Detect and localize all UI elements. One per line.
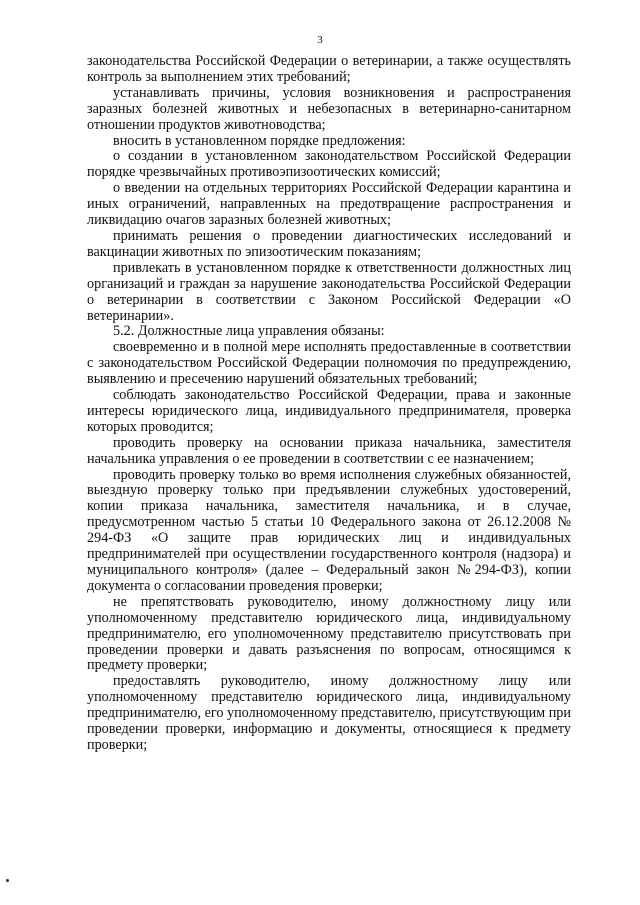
paragraph: о введении на отдельных территориях Российской Федерации карантина и иных ограничений, направленных на предотвращение распространения и ликвидацию очагов заразных болезней животных; xyxy=(87,180,571,229)
paragraph: вносить в установленном порядке предложения: xyxy=(113,132,406,149)
paragraph: принимать решения о проведении диагностических исследований и вакцинации животных по эпизоотическим показаниям; xyxy=(87,227,571,260)
document-body xyxy=(87,54,571,754)
paragraph: проводить проверку на основании приказа начальника, заместителя начальника управления о ее проведении в соответствии с ее назначением; xyxy=(87,434,571,467)
paragraph: соблюдать законодательство Российской Федерации, права и законные интересы юридического лица, индивидуального предпринимателя, проверка которых проводится; xyxy=(87,387,571,435)
paragraph: о создании в установленном законодательством Российской Федерации порядке чрезвычайных противоэпизоотических комиссий; xyxy=(87,148,571,181)
paragraph: предоставлять руководителю, иному должностному лицу или уполномоченному представителю юридического лица, индивидуальному предпринимателю, его уполномоченному представителю, присутствующим при проведении проверки, информацию и документы, относящиеся к предмету проверки; xyxy=(87,673,571,753)
paragraph: устанавливать причины, условия возникновения и распространения заразных болезней животных и небезопасных в ветеринарно-санитарном отношении продуктов животноводства; xyxy=(87,84,571,133)
paragraph: не препятствовать руководителю, иному должностному лицу или уполномоченному представителю юридического лица, индивидуальному предпринимателю, его уполномоченному представителю присутствовать при проведении проверки и давать разъяснения по вопросам, относящимся к предмету проверки; xyxy=(87,593,571,674)
page-number: 3 xyxy=(317,34,323,46)
paragraph: привлекать в установленном порядке к ответственности должностных лиц организаций и граждан за нарушение законодательства Российской Федерации о ветеринарии в соответствии с Законом Российской Федерации «О ветеринарии». xyxy=(87,259,571,324)
paragraph: законодательства Российской Федерации о ветеринарии, а также осуществлять контроль за выполнением этих требований; xyxy=(87,53,571,85)
scan-artifact-dot xyxy=(6,879,9,882)
section-heading: 5.2. Должностные лица управления обязаны: xyxy=(113,323,385,340)
paragraph: своевременно и в полной мере исполнять предоставленные в соответствии с законодательством Российской Федерации полномочия по предупреждению, выявлению и пресечению нарушений обязательных требований; xyxy=(87,339,571,388)
paragraph: проводить проверку только во время исполнения служебных обязанностей, выездную проверку только при предъявлении служебных удостоверений, копии приказа начальника, заместителя начальника, и в случае, предусмотренном частью 5 статьи 10 Федерального закона от 26.12.2008 № 294-ФЗ «О защите прав юридических лиц и индивидуальных предпринимателей при осуществлении государственного контроля (надзора) и муниципального контроля» (далее – Федеральный закон №294-ФЗ), копии документа о согласовании проведения проверки; xyxy=(87,466,571,594)
